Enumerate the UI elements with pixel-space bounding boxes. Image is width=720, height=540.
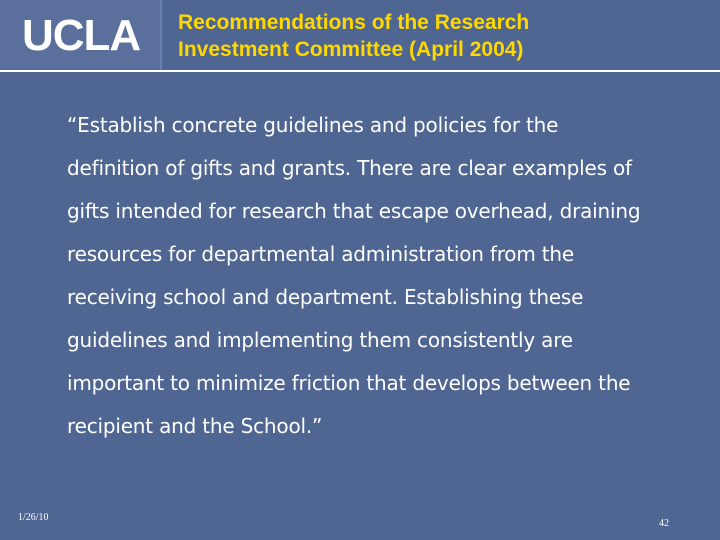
page-number: 42 bbox=[659, 518, 669, 529]
quote-line: recipient and the School.” bbox=[67, 414, 323, 438]
slide-header bbox=[0, 0, 720, 72]
footer-date: 1/26/10 bbox=[18, 512, 49, 523]
header-divider bbox=[0, 70, 720, 72]
quote-line: gifts intended for research that escape overhead, draining bbox=[67, 199, 641, 223]
ucla-logo-text: UCLA bbox=[22, 11, 141, 60]
slide-title-line-1: Recommendations of the Research bbox=[178, 11, 530, 34]
quote-line: important to minimize friction that develops between the bbox=[67, 371, 631, 395]
quote-body bbox=[67, 104, 697, 448]
quote-line: definition of gifts and grants. There are clear examples of bbox=[67, 156, 632, 180]
quote-line: resources for departmental administration from the bbox=[67, 242, 574, 266]
quote-line: guidelines and implementing them consistently are bbox=[67, 328, 573, 352]
quote-line: receiving school and department. Establishing these bbox=[67, 285, 584, 309]
ucla-logo bbox=[0, 0, 162, 70]
slide-title bbox=[178, 9, 708, 63]
quote-line: “Establish concrete guidelines and policies for the bbox=[67, 113, 559, 137]
slide-title-line-2: Investment Committee (April 2004) bbox=[178, 38, 524, 61]
